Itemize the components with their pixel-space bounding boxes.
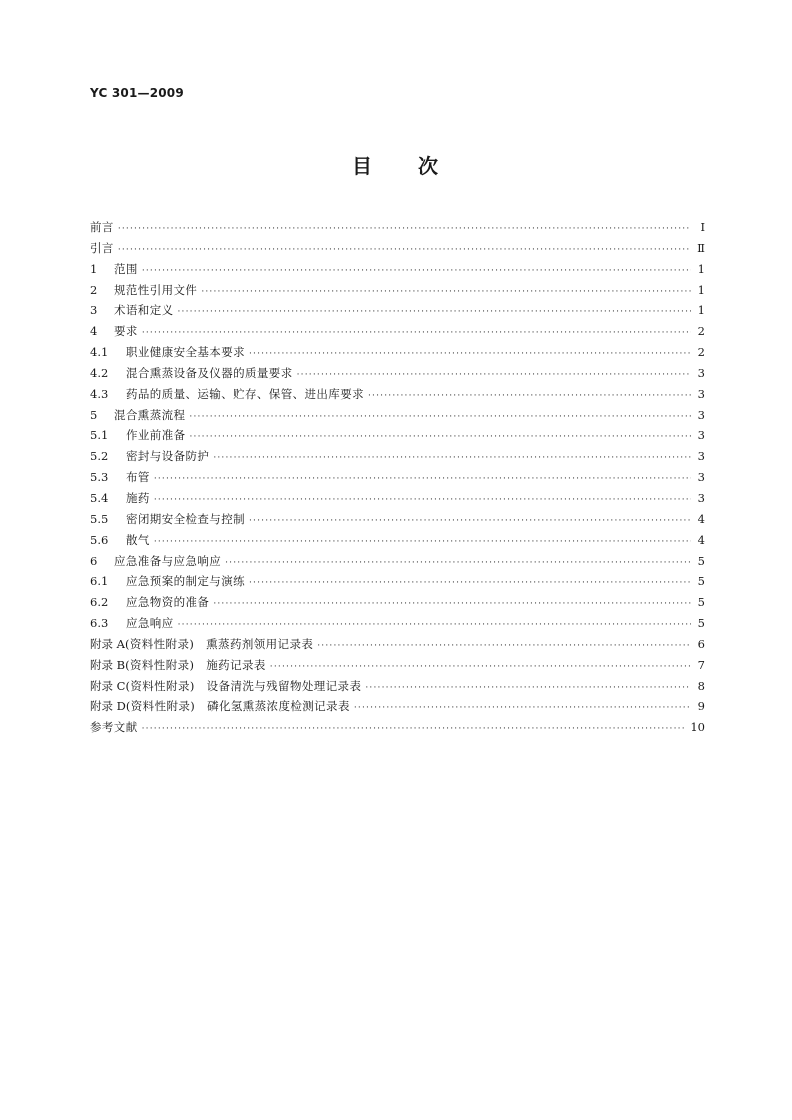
toc-entry-page: 1 <box>697 282 705 297</box>
toc-entry-page: 9 <box>697 699 705 714</box>
toc-leader-dots <box>354 703 691 713</box>
toc-leader-dots <box>270 662 691 672</box>
toc-leader-dots <box>178 620 691 630</box>
toc-leader-dots <box>118 245 691 255</box>
toc-entry-title: 密闭期安全检查与控制 <box>126 511 245 526</box>
toc-entry-title: 应急预案的制定与演练 <box>126 574 245 589</box>
toc-entry[interactable] <box>90 511 705 532</box>
toc-entry-title: 混合熏蒸流程 <box>114 407 186 422</box>
toc-entry[interactable] <box>90 261 705 282</box>
toc-entry-number: 4 <box>90 324 98 339</box>
document-code: YC 301—2009 <box>90 86 184 100</box>
title-part-2: 次 <box>418 154 440 178</box>
toc-leader-dots <box>154 495 691 505</box>
toc-entry-title: 药品的质量、运输、贮存、保管、进出库要求 <box>126 386 364 401</box>
toc-leader-dots <box>368 391 691 401</box>
toc-entry-page: 4 <box>697 511 705 526</box>
toc-entry-page: 5 <box>697 553 705 568</box>
toc-entry-title: 散气 <box>126 532 150 547</box>
toc-entry-page: 3 <box>697 449 705 464</box>
table-of-contents <box>90 219 705 740</box>
toc-entry[interactable] <box>90 698 705 719</box>
toc-entry[interactable] <box>90 657 705 678</box>
toc-leader-dots <box>201 287 691 297</box>
page-title <box>0 150 792 179</box>
toc-entry-title: 密封与设备防护 <box>126 449 210 464</box>
toc-entry[interactable] <box>90 490 705 511</box>
title-part-1: 目 <box>352 154 374 178</box>
toc-entry-title: 职业健康安全基本要求 <box>126 345 245 360</box>
toc-leader-dots <box>142 328 691 338</box>
toc-entry[interactable] <box>90 678 705 699</box>
toc-entry-number: 6 <box>90 553 98 568</box>
toc-leader-dots <box>365 683 691 693</box>
toc-leader-dots <box>189 412 691 422</box>
toc-leader-dots <box>154 537 691 547</box>
toc-entry-page: 3 <box>697 490 705 505</box>
toc-entry-page: 5 <box>697 616 705 631</box>
toc-entry-page: 3 <box>697 365 705 380</box>
toc-entry[interactable] <box>90 240 705 261</box>
toc-entry-page: 2 <box>697 345 705 360</box>
toc-entry-page: 7 <box>697 657 705 672</box>
toc-entry-title: 应急准备与应急响应 <box>114 553 222 568</box>
toc-entry-number: 5.1 <box>90 428 109 443</box>
toc-entry-title: 应急响应 <box>126 616 174 631</box>
toc-entry-page: 2 <box>697 324 705 339</box>
toc-entry-number: 5.3 <box>90 470 109 485</box>
toc-entry-number: 1 <box>90 261 98 276</box>
toc-entry-title: (资料性附录) 施药记录表 <box>125 657 266 672</box>
toc-entry-number: 6.1 <box>90 574 109 589</box>
toc-entry-number: 5.6 <box>90 532 109 547</box>
toc-leader-dots <box>317 641 691 651</box>
toc-leader-dots <box>249 349 691 359</box>
toc-entry[interactable] <box>90 448 705 469</box>
toc-entry-number: 附录 C <box>90 678 126 693</box>
toc-leader-dots <box>213 453 691 463</box>
toc-entry-title: 混合熏蒸设备及仪器的质量要求 <box>126 365 293 380</box>
toc-entry-page: 8 <box>697 678 705 693</box>
toc-entry-number: 4.2 <box>90 365 109 380</box>
toc-entry-title: 引言 <box>90 240 114 255</box>
toc-entry-page: 4 <box>697 532 705 547</box>
toc-entry-number: 5.5 <box>90 511 109 526</box>
toc-entry[interactable] <box>90 573 705 594</box>
toc-leader-dots <box>142 724 687 734</box>
toc-entry[interactable] <box>90 344 705 365</box>
toc-entry[interactable] <box>90 427 705 448</box>
toc-entry-title: 施药 <box>126 490 150 505</box>
toc-entry-number: 4.3 <box>90 386 109 401</box>
toc-entry[interactable] <box>90 553 705 574</box>
toc-entry-title: 应急物资的准备 <box>126 595 210 610</box>
toc-entry-title: 前言 <box>90 220 114 234</box>
toc-entry-number: 2 <box>90 282 98 297</box>
toc-entry-number: 3 <box>90 303 98 318</box>
toc-entry[interactable] <box>90 365 705 386</box>
toc-entry-page: 1 <box>697 261 705 276</box>
toc-entry-page: 5 <box>697 574 705 589</box>
toc-entry[interactable] <box>90 302 705 323</box>
toc-entry-number: 5.2 <box>90 449 109 464</box>
toc-entry-page: 6 <box>697 636 705 651</box>
toc-entry-title: (资料性附录) 设备清洗与残留物处理记录表 <box>125 678 362 693</box>
toc-entry[interactable] <box>90 386 705 407</box>
toc-entry-page: 5 <box>697 595 705 610</box>
toc-entry[interactable] <box>90 615 705 636</box>
toc-entry[interactable] <box>90 532 705 553</box>
toc-leader-dots <box>154 474 691 484</box>
toc-entry-page: 3 <box>697 386 705 401</box>
toc-entry[interactable] <box>90 469 705 490</box>
toc-entry-page: Ⅰ <box>700 220 705 234</box>
toc-entry-number: 5 <box>90 407 98 422</box>
toc-leader-dots <box>118 224 691 234</box>
toc-entry[interactable] <box>90 636 705 657</box>
toc-entry-page: 3 <box>697 428 705 443</box>
toc-entry[interactable] <box>90 219 705 240</box>
toc-leader-dots <box>249 578 691 588</box>
toc-entry-title: (资料性附录) 熏蒸药剂领用记录表 <box>124 636 314 651</box>
toc-entry-title: 范围 <box>114 261 138 276</box>
toc-entry-title: 要求 <box>114 324 138 339</box>
toc-entry-page: 3 <box>697 407 705 422</box>
toc-entry-title: (资料性附录) 磷化氢熏蒸浓度检测记录表 <box>125 699 350 714</box>
toc-entry-number: 4.1 <box>90 345 109 360</box>
toc-entry-title: 布管 <box>126 470 150 485</box>
toc-leader-dots <box>142 266 691 276</box>
toc-leader-dots <box>297 370 691 380</box>
toc-leader-dots <box>225 558 691 568</box>
toc-leader-dots <box>190 432 692 442</box>
toc-leader-dots <box>178 307 692 317</box>
toc-leader-dots <box>249 516 691 526</box>
toc-entry[interactable] <box>90 407 705 428</box>
toc-entry-number: 附录 B <box>90 657 126 672</box>
toc-entry-page: 1 <box>697 303 705 318</box>
toc-entry-title: 参考文献 <box>90 720 138 735</box>
toc-entry-number: 5.4 <box>90 490 109 505</box>
toc-entry[interactable] <box>90 594 705 615</box>
toc-entry-number: 6.2 <box>90 595 109 610</box>
toc-entry[interactable] <box>90 323 705 344</box>
toc-entry-title: 规范性引用文件 <box>114 282 198 297</box>
toc-entry-title: 术语和定义 <box>114 303 174 318</box>
toc-entry-number: 附录 A <box>90 636 125 651</box>
toc-entry-page: Ⅱ <box>697 240 705 255</box>
toc-entry[interactable] <box>90 719 705 740</box>
toc-entry-number: 6.3 <box>90 616 109 631</box>
toc-entry-number: 附录 D <box>90 699 126 714</box>
toc-entry-page: 3 <box>697 470 705 485</box>
toc-entry-page: 10 <box>690 720 705 735</box>
toc-entry[interactable] <box>90 282 705 303</box>
toc-leader-dots <box>213 599 691 609</box>
toc-entry-title: 作业前准备 <box>126 428 186 443</box>
